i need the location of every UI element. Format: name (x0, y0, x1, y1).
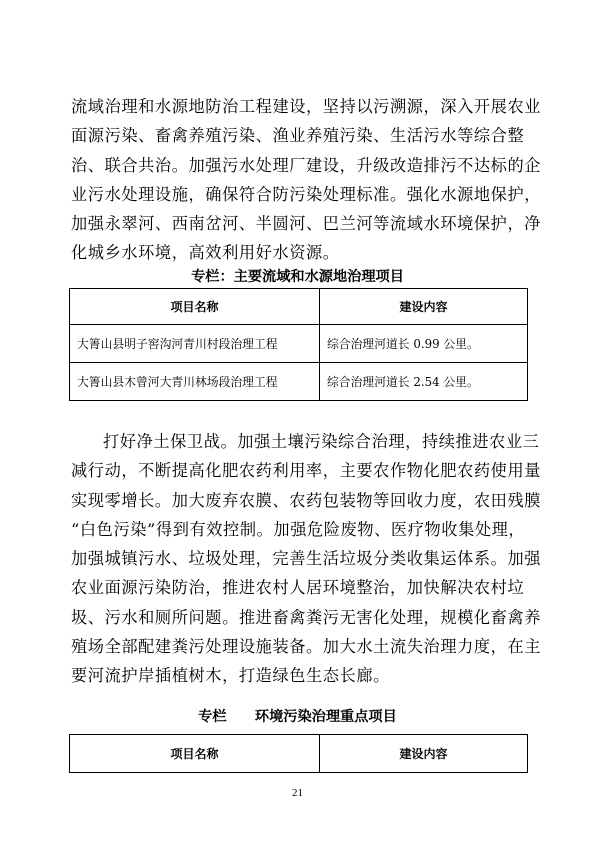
construction-content-cell: 综合治理河道长 0.99 公里。 (320, 325, 528, 363)
paragraph-soil-protection (71, 427, 542, 691)
table-row (70, 363, 528, 401)
table-row (70, 325, 528, 363)
column-header-project-name: 项目名称 (70, 735, 320, 773)
table-header-row (70, 289, 528, 325)
text-line: 要河流护岸插植树木，打造绿色生态长廊。 (71, 666, 390, 686)
table2-caption: 专栏 环境污染治理重点项目 (198, 709, 397, 725)
text-line: 化城乡水环境，高效利用好水资源。 (71, 243, 340, 263)
column-header-project-name: 项目名称 (70, 289, 320, 325)
text-line: 加强永翠河、西南岔河、半圆河、巴兰河等流域水环境保护，净 (71, 214, 542, 234)
table-header-row (70, 735, 528, 773)
text-line: 面源污染、畜禽养殖污染、渔业养殖污染、生活污水等综合整 (71, 126, 525, 146)
text-line: 加强城镇污水、垃圾处理，完善生活垃圾分类收集运体系。加强 (71, 549, 542, 569)
text-line: 打好净土保卫战。加强土壤污染综合治理，持续推进农业三 (103, 432, 540, 451)
text-line: “白色污染”得到有效控制。加强危险废物、医疗物收集处理， (71, 519, 526, 539)
construction-content-cell: 综合治理河道长 2.54 公里。 (320, 363, 528, 401)
watershed-projects-table (69, 288, 528, 401)
page-number: 21 (292, 787, 303, 799)
table1-caption: 专栏：主要流域和水源地治理项目 (191, 269, 404, 285)
text-line: 殖场全部配建粪污处理设施装备。加大水土流失治理力度，在主 (71, 637, 542, 657)
text-line: 业污水处理设施，确保符合防污染处理标准。强化水源地保护， (71, 184, 542, 204)
project-name-cell: 大箐山县明子窖沟河青川村段治理工程 (70, 325, 320, 363)
paragraph-water-governance (71, 92, 542, 268)
text-line: 减行动，不断提高化肥农药利用率，主要农作物化肥农药使用量 (71, 461, 542, 481)
column-header-construction-content: 建设内容 (320, 289, 528, 325)
column-header-construction-content: 建设内容 (320, 735, 528, 773)
text-line: 圾、污水和厕所问题。推进畜禽粪污无害化处理，规模化畜禽养 (71, 607, 542, 627)
text-line: 流域治理和水源地防治工程建设，坚持以污溯源，深入开展农业 (71, 97, 542, 116)
text-line: 实现零增长。加大废弃农膜、农药包装物等回收力度，农田残膜 (71, 490, 542, 510)
text-line: 治、联合共治。加强污水处理厂建设，升级改造排污不达标的企 (71, 155, 542, 175)
text-line: 农业面源污染防治，推进农村人居环境整治，加快解决农村垃 (71, 578, 525, 598)
pollution-control-projects-table (69, 734, 528, 773)
project-name-cell: 大箐山县木曾河大青川林场段治理工程 (70, 363, 320, 401)
